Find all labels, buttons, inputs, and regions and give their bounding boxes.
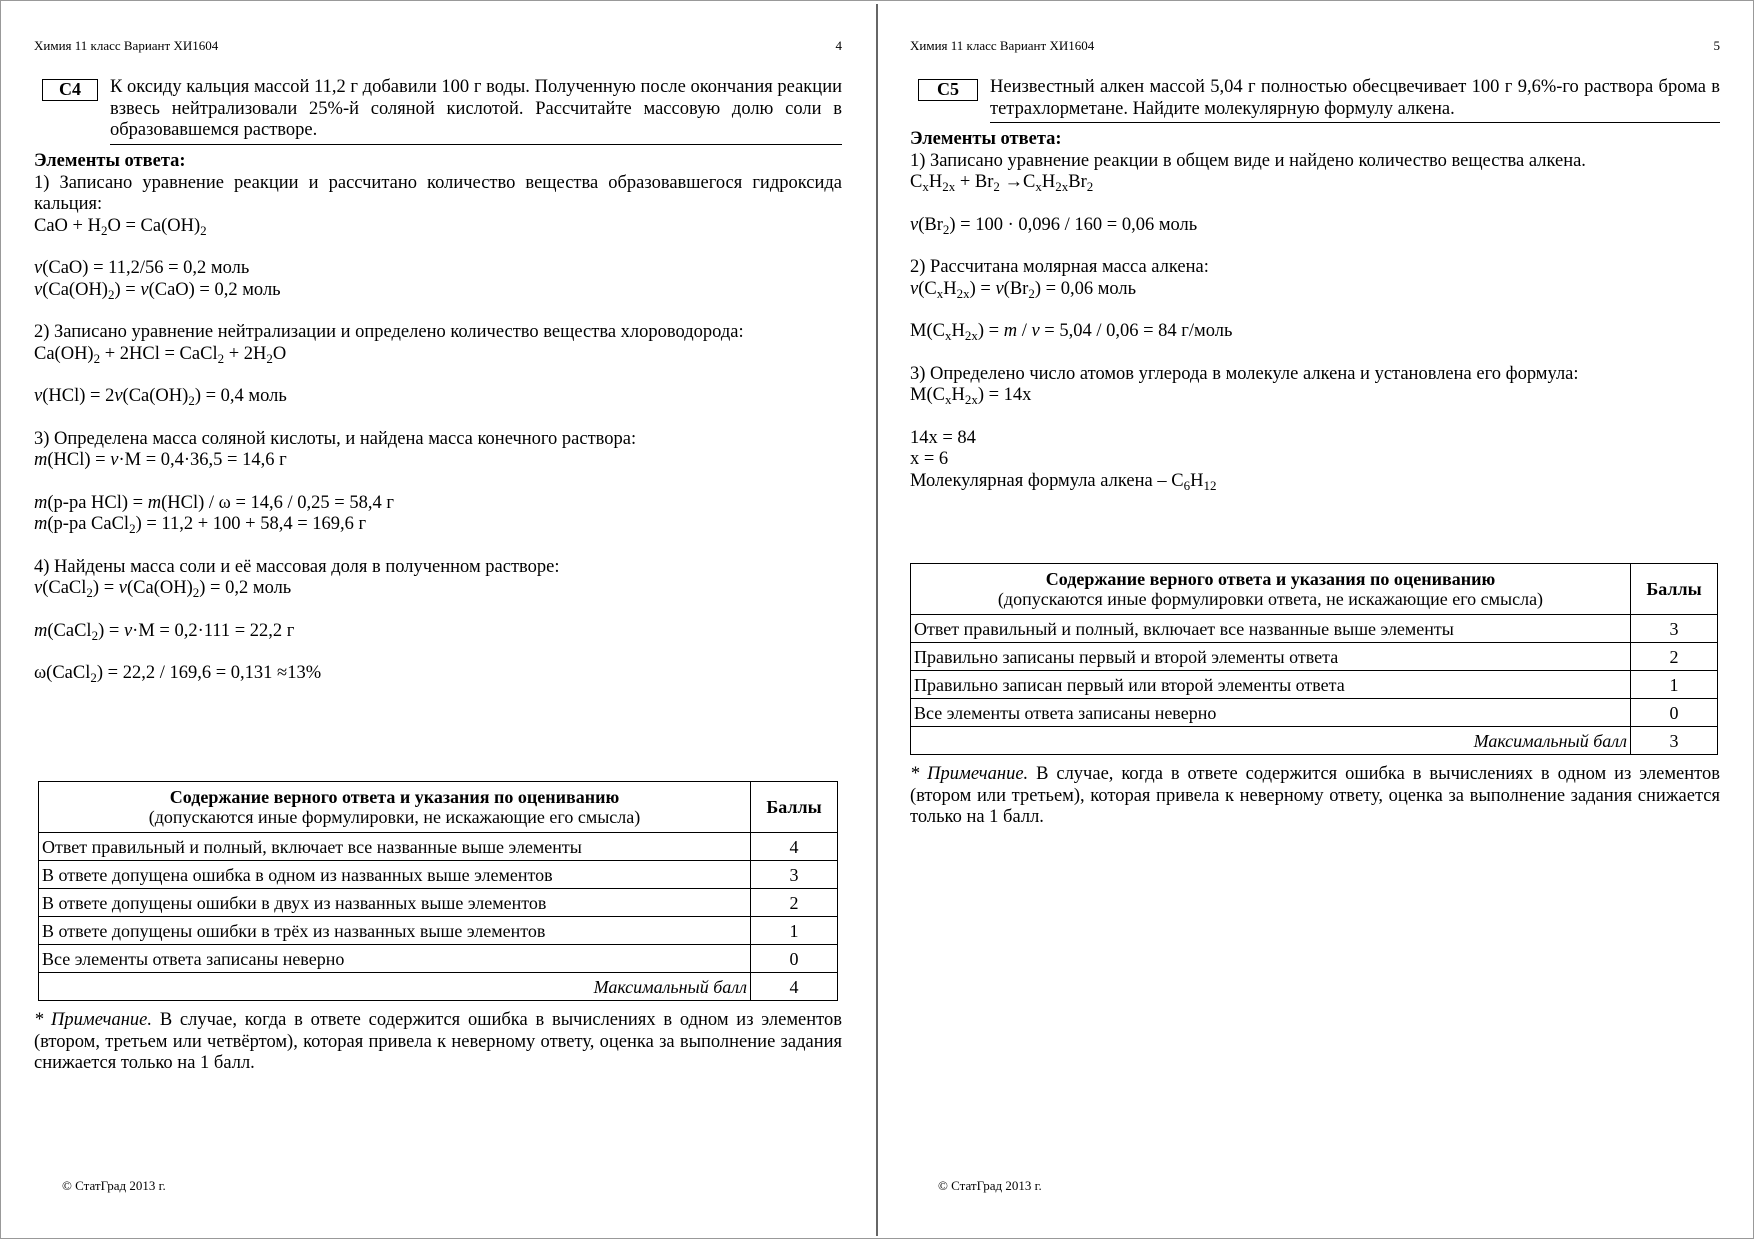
table-row: В ответе допущены ошибки в двух из названных выше элементов 2 (39, 889, 838, 917)
page-footer: © СтатГрад 2013 г. (62, 1178, 166, 1193)
grading-note (910, 764, 1720, 829)
answer-heading: Элементы ответа: (34, 151, 186, 171)
step-4-text: 4) Найдены масса соли и её массовая доля в полученном растворе: (34, 556, 560, 577)
formula: $\nu(C_xH_{2x}) = \nu(Br_2) = 0,06$ моль (910, 278, 1137, 301)
page-header (910, 38, 1720, 54)
table-row: В ответе допущены ошибки в трёх из названных выше элементов 1 (39, 917, 838, 945)
table-row: Правильно записан первый или второй элементы ответа 1 (911, 671, 1718, 699)
table-row: Правильно записаны первый и второй элементы ответа 2 (911, 643, 1718, 671)
answer-heading: Элементы ответа: (910, 129, 1062, 149)
header-title: Химия 11 класс Вариант ХИ1604 (910, 38, 1095, 53)
formula: ω(CaCl$_2$) = 22,2 / 169,6 = 0,131 ≈13% (34, 663, 322, 685)
grading-table (38, 781, 838, 1001)
note-label: * Примечание. (910, 764, 1029, 784)
formula: 14x = 84 (910, 427, 976, 448)
formula: ν(CaO) = 11,2/56 = 0,2 моль (34, 258, 250, 278)
formula: ν(CaCl$_2$) = $\nu(Ca(OH)_2) = 0,2$ моль (34, 578, 292, 600)
table-row: Все элементы ответа записаны неверно 0 (911, 699, 1718, 727)
formula: $\nu(HCl) = 2\nu(Ca(OH)_2) = 0,4$ моль (34, 386, 287, 408)
formula: $\nu(Ca(OH)_2) = \nu(CaO) = 0,2$ моль (34, 279, 281, 302)
max-score-row: Максимальный балл 4 (39, 973, 838, 1001)
table-row: Ответ правильный и полный, включает все названные выше элементы 3 (911, 615, 1718, 643)
formula: x = 6 (910, 449, 949, 469)
formula: CaO + $H_2O = Ca(OH)_2$ (34, 215, 207, 238)
note-text: В случае, когда в ответе содержится ошибка в вычислениях в одном из элементов (втором или третьем), которая привела к неверному ответу, оценка за выполнение задания снижается только на 1 балл. (910, 764, 1720, 827)
task-label: С5 (918, 79, 978, 101)
task-label: С4 (42, 79, 98, 101)
header-title: Химия 11 класс Вариант ХИ1604 (34, 38, 219, 53)
table-header: Содержание верного ответа и указания по оцениванию (допускаются иные формулировки ответа, не искажающие его смысла) (911, 564, 1631, 615)
page-divider (876, 4, 878, 1236)
task-c5 (910, 77, 1720, 123)
formula: $Ca(OH)_2 + 2HCl$ = CaCl$_2$ + $2H_2O$ (34, 343, 287, 366)
task-text: Неизвестный алкен массой 5,04 г полностью обесцвечивает 100 г 9,6%-го раствора брома в тетрахлорметане. Найдите молекулярную формулу алкена. (990, 77, 1720, 123)
score-header: Баллы (1631, 564, 1718, 615)
formula: $\nu(Br_2) = 100 \cdot 0,096 / 160 = 0,06$ моль (910, 214, 1198, 237)
formula: m(CaCl$_2$) = ν·M = 0,2·111 = 22,2 г (34, 620, 295, 643)
grading-table (910, 563, 1718, 755)
page-5 (910, 0, 1720, 1239)
step-1-text: 1) Записано уравнение реакции и рассчитано количество вещества образовавшегося гидроксида кальция: (34, 172, 842, 214)
step-3-text: 3) Определена масса соляной кислоты, и найдена масса конечного раствора: (34, 428, 637, 449)
table-row: Ответ правильный и полный, включает все названные выше элементы 4 (39, 833, 838, 861)
step-3-text: 3) Определено число атомов углерода в молекуле алкена и установлена его формула: (910, 363, 1579, 384)
table-row: В ответе допущена ошибка в одном из названных выше элементов 3 (39, 861, 838, 889)
score-header: Баллы (751, 782, 838, 833)
max-score-row: Максимальный балл 3 (911, 727, 1718, 755)
formula: $M(C_xH_{2x}) = m / \nu = 5,04 / 0,06 = 84$ г/моль (910, 321, 1233, 343)
formula: Молекулярная формула алкена – $C_6H_{12}$ (910, 470, 1217, 493)
grading-note (34, 1010, 842, 1075)
answer-elements (910, 129, 1720, 492)
formula: m(HCl) = ν·M = 0,4·36,5 = 14,6 г (34, 450, 287, 470)
table-row: Все элементы ответа записаны неверно 0 (39, 945, 838, 973)
answer-elements (34, 151, 842, 685)
page-4 (34, 0, 842, 1239)
note-text: В случае, когда в ответе содержится ошибка в вычислениях в одном из элементов (втором, третьем или четвёртом), которая привела к неверному ответу, оценка за выполнение задания снижается только на 1 балл. (34, 1010, 842, 1073)
task-text: К оксиду кальция массой 11,2 г добавили 100 г воды. Полученную после окончания реакции взвесь нейтрализовали 25%-й соляной кислотой. Рассчитайте массовую долю соли в образовавшемся растворе. (110, 77, 842, 145)
step-2-text: 2) Рассчитана молярная масса алкена: (910, 257, 1209, 277)
step-1-text: 1) Записано уравнение реакции в общем виде и найдено количество вещества алкена. (910, 150, 1586, 171)
table-header: Содержание верного ответа и указания по оцениванию (допускаются иные формулировки, не искажающие его смысла) (39, 782, 751, 833)
page-footer: © СтатГрад 2013 г. (938, 1178, 1042, 1193)
formula: m(р-ра CaCl$_2$) = 11,2 + 100 + 58,4 = 169,6 г (34, 514, 367, 536)
formula: $M(C_xH_{2x}) = 14x$ (910, 385, 1032, 407)
step-2-text: 2) Записано уравнение нейтрализации и определено количество вещества хлороводорода: (34, 322, 744, 342)
formula: $C_xH_{2x} + Br_2 \to C_xH_{2x}Br_2$ (910, 172, 1094, 194)
page-number: 5 (1713, 38, 1720, 53)
task-c4 (34, 77, 842, 145)
note-label: * Примечание. (34, 1010, 153, 1030)
page-header (34, 38, 842, 54)
page-number: 4 (835, 38, 842, 53)
formula: m(р-ра HCl) = m(HCl) / ω = 14,6 / 0,25 = 58,4 г (34, 492, 394, 513)
